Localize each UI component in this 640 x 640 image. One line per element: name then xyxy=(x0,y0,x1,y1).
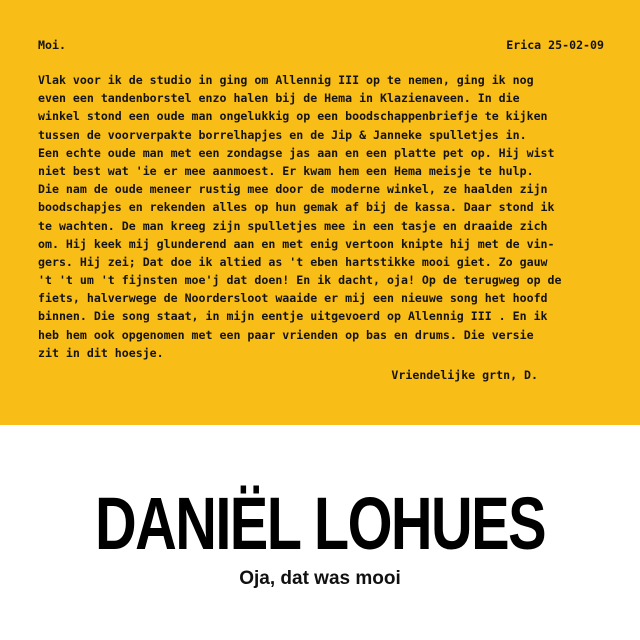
letter-dateline: Erica 25-02-09 xyxy=(506,38,604,52)
letter-line: 't 't um 't fijnsten moe'j dat doen! En ik dacht, oja! Op de terugweg op de xyxy=(38,273,562,288)
letter-line: tussen de voorverpakte borrelhapjes en de Jip & Janneke spulletjes in. xyxy=(38,127,527,142)
letter-body xyxy=(38,71,618,362)
letter-line: winkel stond een oude man ongelukkig op een boodschappenbriefje te kijken xyxy=(38,109,548,124)
letter-line: even een tandenborstel enzo halen bij de Hema in Klazienaveen. In die xyxy=(38,91,520,106)
letter-line: Vlak voor ik de studio in ging om Allennig III op te nemen, ging ik nog xyxy=(38,73,534,87)
letter-line: fiets, halverwege de Noordersloot waaide er mij een nieuwe song het hoofd xyxy=(38,291,548,306)
letter-line: niet best wat 'ie er mee aanmoest. Er kwam hem een Hema meisje te hulp. xyxy=(38,163,534,178)
letter-line: boodschapjes en rekenden alles op hun gemak af bij de kassa. Daar stond ik xyxy=(38,200,555,215)
title-panel xyxy=(0,425,640,640)
letter-line: gers. Hij zei; Dat doe ik altied as 't eben hartstikke mooi giet. Zo gauw xyxy=(38,254,548,269)
letter-greeting: Moi. xyxy=(38,38,66,52)
album-title: Oja, dat was mooi xyxy=(239,568,401,589)
letter-line: om. Hij keek mij glunderend aan en met enig vertoon knipte hij met de vin- xyxy=(38,236,555,251)
letter-line: Een echte oude man met een zondagse jas aan en een platte pet op. Hij wist xyxy=(38,145,555,160)
letter-line: heb hem ook opgenomen met een paar vrienden op bas en drums. Die versie xyxy=(38,327,534,342)
artist-name: DANIËL LOHUES xyxy=(94,482,546,565)
letter-signoff: Vriendelijke grtn, D. xyxy=(391,368,538,382)
letter-line: zit in dit hoesje. xyxy=(38,345,164,360)
letter-line: te wachten. De man kreeg zijn spulletjes mee in een tasje en draaide zich xyxy=(38,218,548,233)
letter-line: Die nam de oude meneer rustig mee door de moderne winkel, ze haalden zijn xyxy=(38,182,548,197)
letter-line: binnen. Die song staat, in mijn eentje uitgevoerd op Allennig III . En ik xyxy=(38,309,548,324)
